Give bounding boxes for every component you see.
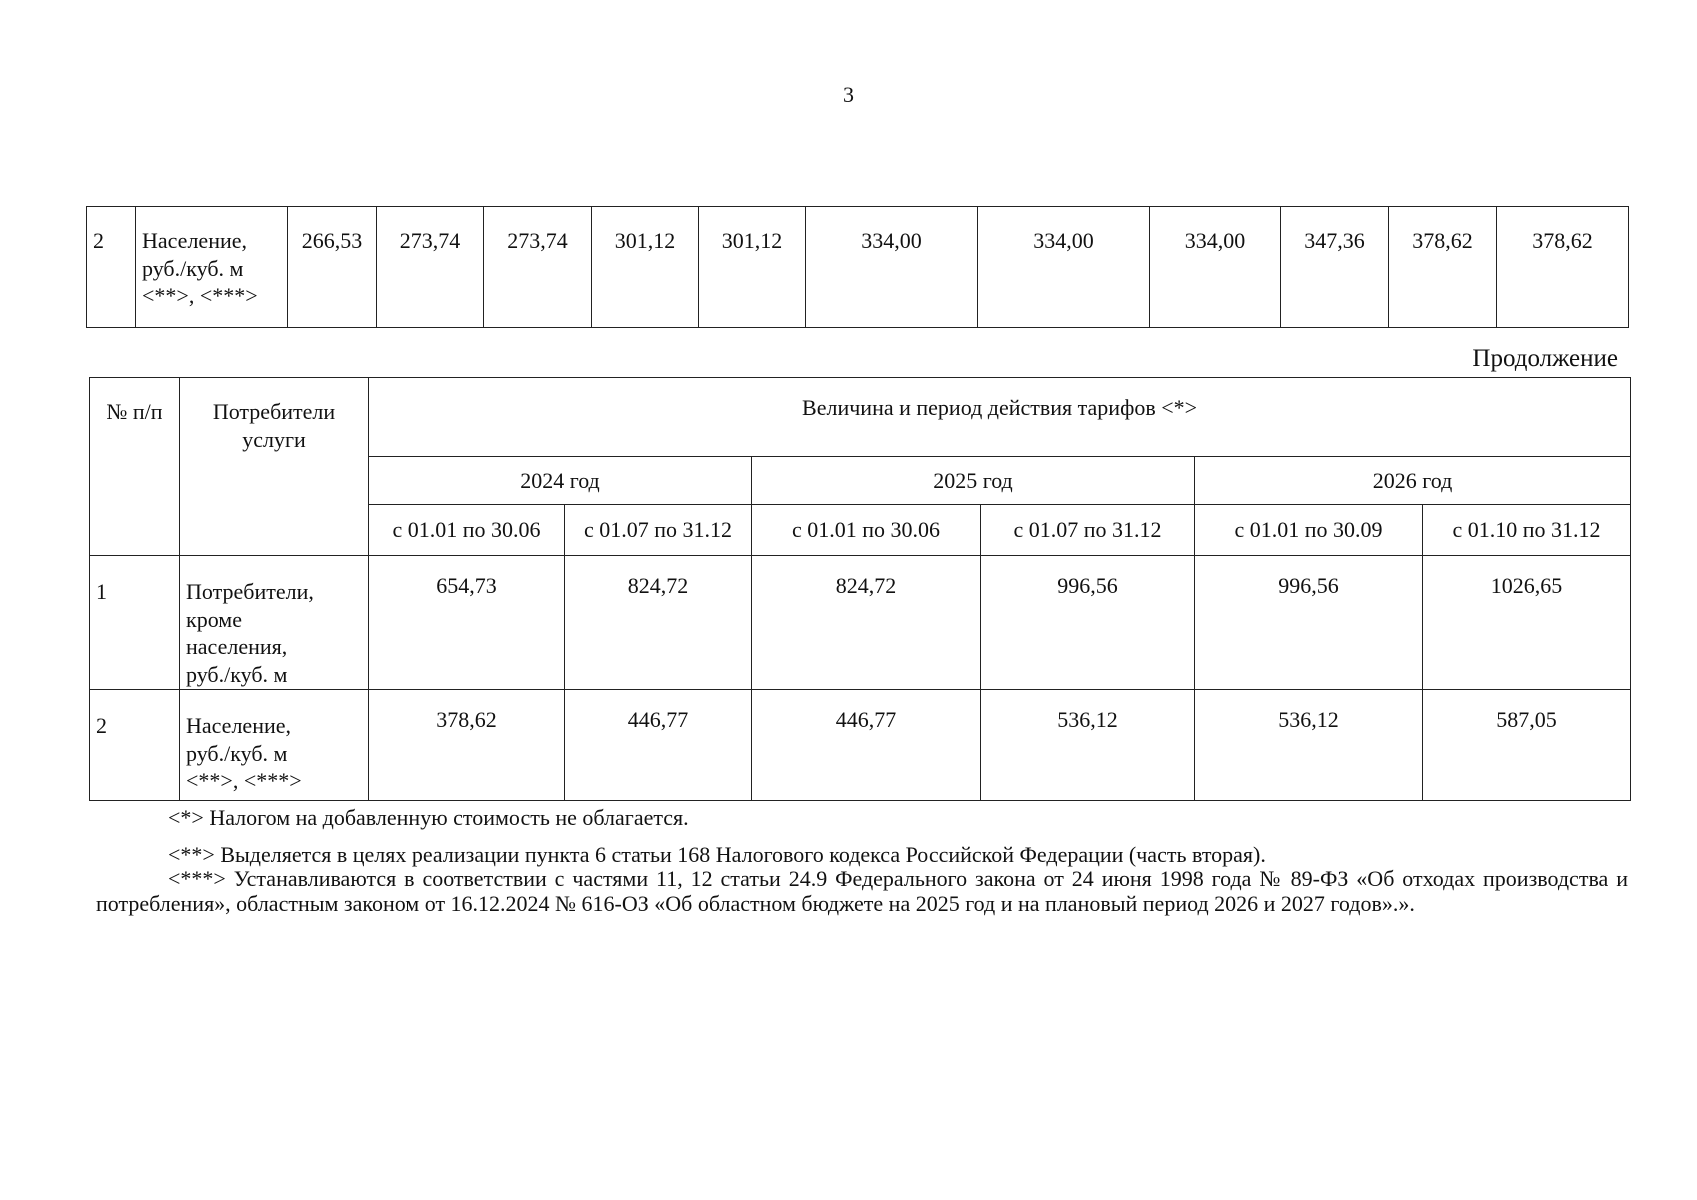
consumer-line: руб./куб. м: [186, 661, 288, 687]
table-row: [87, 207, 1629, 328]
tariff-value: 996,56: [981, 556, 1195, 690]
consumer-cell: [180, 556, 369, 690]
header-period: с 01.01 по 30.09: [1195, 505, 1423, 556]
consumer-line: кроме: [186, 606, 242, 632]
footnote-federal-law: <***> Устанавливаются в соответствии с частями 11, 12 статьи 24.9 Федерального закона от 24 июня 1998 года № 89-ФЗ «Об отходах производства и потребления», областным законом от 16.12.2024 № 616-ОЗ «Об областном бюджете на 2025 год и на плановый период 2026 и 2027 годов».».: [96, 866, 1628, 916]
consumer-line: руб./куб. м: [186, 740, 288, 766]
tariff-value: 347,36: [1281, 207, 1389, 328]
header-num: № п/п: [90, 378, 180, 556]
header-period: с 01.01 по 30.06: [369, 505, 565, 556]
page-number: 3: [843, 82, 854, 107]
header-period: с 01.01 по 30.06: [752, 505, 981, 556]
header-period: с 01.10 по 31.12: [1423, 505, 1631, 556]
header-period: с 01.07 по 31.12: [981, 505, 1195, 556]
tariff-value: 273,74: [377, 207, 484, 328]
tariff-value: 654,73: [369, 556, 565, 690]
tariff-value: 334,00: [806, 207, 978, 328]
tariff-value: 536,12: [981, 690, 1195, 801]
footnote-vat: <*> Налогом на добавленную стоимость не облагается.: [168, 805, 689, 830]
consumer-line: руб./куб. м: [142, 255, 244, 281]
tariff-value: 266,53: [288, 207, 377, 328]
continuation-label: Продолжение: [1472, 345, 1618, 372]
header-tariffs: Величина и период действия тарифов <*>: [369, 378, 1631, 457]
header-consumers: [180, 378, 369, 556]
header-consumers-line: Потребители: [212, 399, 336, 424]
tariff-value: 334,00: [1150, 207, 1281, 328]
tariff-value: 824,72: [752, 556, 981, 690]
tariff-value: 378,62: [369, 690, 565, 801]
consumer-line: Потребители,: [186, 579, 314, 604]
tariff-value: 824,72: [565, 556, 752, 690]
tariff-value: 587,05: [1423, 690, 1631, 801]
tariff-value: 301,12: [592, 207, 699, 328]
tariff-table-previous-page: [86, 206, 1629, 328]
header-year: 2026 год: [1195, 457, 1631, 505]
row-number: 1: [90, 556, 180, 690]
footnote-tax-code: <**> Выделяется в целях реализации пункта 6 статьи 168 Налогового кодекса Российской Федерации (часть вторая).: [168, 842, 1266, 868]
table-row: [90, 690, 1631, 801]
consumer-cell: [180, 690, 369, 801]
footnotes: [96, 806, 1628, 916]
header-period: с 01.07 по 31.12: [565, 505, 752, 556]
header-consumers-line: услуги: [242, 426, 306, 452]
header-row: [90, 378, 1631, 457]
tariff-value: 446,77: [752, 690, 981, 801]
consumer-line: Население,: [142, 228, 248, 253]
consumer-line: <**>, <***>: [142, 283, 258, 308]
tariff-value: 996,56: [1195, 556, 1423, 690]
row-number: 2: [87, 207, 136, 328]
consumer-cell: [136, 207, 288, 328]
row-number: 2: [90, 690, 180, 801]
tariff-value: 301,12: [699, 207, 806, 328]
tariff-value: 446,77: [565, 690, 752, 801]
consumer-line: <**>, <***>: [186, 768, 302, 793]
tariff-value: 273,74: [484, 207, 592, 328]
tariff-table: [89, 377, 1631, 801]
tariff-value: 536,12: [1195, 690, 1423, 801]
header-year: 2025 год: [752, 457, 1195, 505]
table-row: [90, 556, 1631, 690]
consumer-line: населения,: [186, 634, 288, 659]
tariff-value: 1026,65: [1423, 556, 1631, 690]
tariff-value: 378,62: [1497, 207, 1629, 328]
tariff-value: 334,00: [978, 207, 1150, 328]
header-year: 2024 год: [369, 457, 752, 505]
consumer-line: Население,: [186, 713, 292, 738]
tariff-value: 378,62: [1389, 207, 1497, 328]
